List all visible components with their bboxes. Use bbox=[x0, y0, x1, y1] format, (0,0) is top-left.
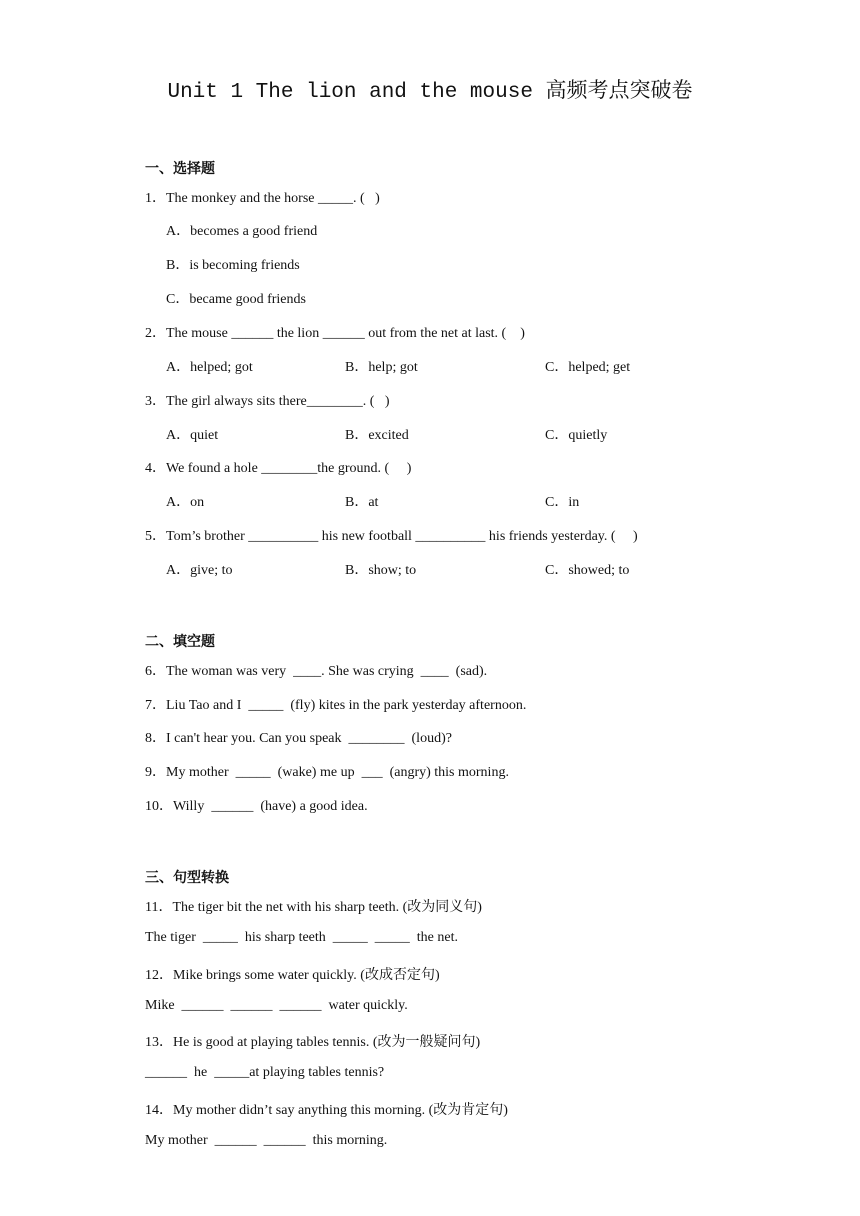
question-2-option-c: C．helped; get bbox=[545, 360, 631, 375]
question-4-option-c: C．in bbox=[545, 495, 580, 510]
question-5-option-c: C．showed; to bbox=[545, 563, 630, 578]
question-11-prompt: 11．The tiger bit the net with his sharp teeth. (改为同义句) bbox=[145, 900, 482, 915]
question-4-option-b: B．at bbox=[345, 495, 379, 510]
question-12-prompt: 12．Mike brings some water quickly. (改成否定句) bbox=[145, 968, 440, 983]
question-8: 8．I can't hear you. Can you speak ________ (loud)? bbox=[145, 731, 452, 746]
question-10: 10．Willy ______ (have) a good idea. bbox=[145, 799, 368, 814]
question-1-option-c: C．became good friends bbox=[166, 292, 306, 307]
question-14-prompt: 14．My mother didn’t say anything this morning. (改为肯定句) bbox=[145, 1103, 508, 1118]
question-5-stem: 5．Tom’s brother __________ his new football __________ his friends yesterday. ( ) bbox=[145, 529, 638, 544]
section-heading-choice: 一、选择题 bbox=[145, 161, 215, 177]
question-14-answer-line: My mother ______ ______ this morning. bbox=[145, 1133, 388, 1148]
question-1-option-a: A．becomes a good friend bbox=[166, 224, 318, 239]
section-heading-fill-blank: 二、填空题 bbox=[145, 634, 215, 650]
question-2-option-a: A．helped; got bbox=[166, 360, 253, 375]
question-3-option-c: C．quietly bbox=[545, 428, 608, 443]
question-11-answer-line: The tiger _____ his sharp teeth _____ _____ the net. bbox=[145, 930, 458, 945]
question-1-stem: 1．The monkey and the horse _____. ( ) bbox=[145, 191, 380, 206]
question-3-option-b: B．excited bbox=[345, 428, 409, 443]
section-heading-sentence-transform: 三、句型转换 bbox=[145, 870, 229, 886]
question-13-answer-line: ______ he _____at playing tables tennis? bbox=[145, 1065, 385, 1080]
question-4-stem: 4．We found a hole ________the ground. ( ) bbox=[145, 461, 412, 476]
question-2-option-b: B．help; got bbox=[345, 360, 418, 375]
question-13-prompt: 13．He is good at playing tables tennis. (改为一般疑问句) bbox=[145, 1035, 481, 1050]
question-5-option-b: B．show; to bbox=[345, 563, 417, 578]
question-9: 9．My mother _____ (wake) me up ___ (angry) this morning. bbox=[145, 765, 509, 780]
question-3-stem: 3．The girl always sits there________. ( ) bbox=[145, 394, 390, 409]
question-5-option-a: A．give; to bbox=[166, 563, 233, 578]
question-4-option-a: A．on bbox=[166, 495, 205, 510]
question-12-answer-line: Mike ______ ______ ______ water quickly. bbox=[145, 998, 408, 1013]
page-title: Unit 1 The lion and the mouse 高频考点突破卷 bbox=[167, 81, 693, 104]
question-2-stem: 2．The mouse ______ the lion ______ out from the net at last. ( ) bbox=[145, 326, 525, 341]
question-7: 7．Liu Tao and I _____ (fly) kites in the park yesterday afternoon. bbox=[145, 698, 527, 713]
question-1-option-b: B．is becoming friends bbox=[166, 258, 300, 273]
question-3-option-a: A．quiet bbox=[166, 428, 219, 443]
question-6: 6．The woman was very ____. She was crying ____ (sad). bbox=[145, 664, 488, 679]
